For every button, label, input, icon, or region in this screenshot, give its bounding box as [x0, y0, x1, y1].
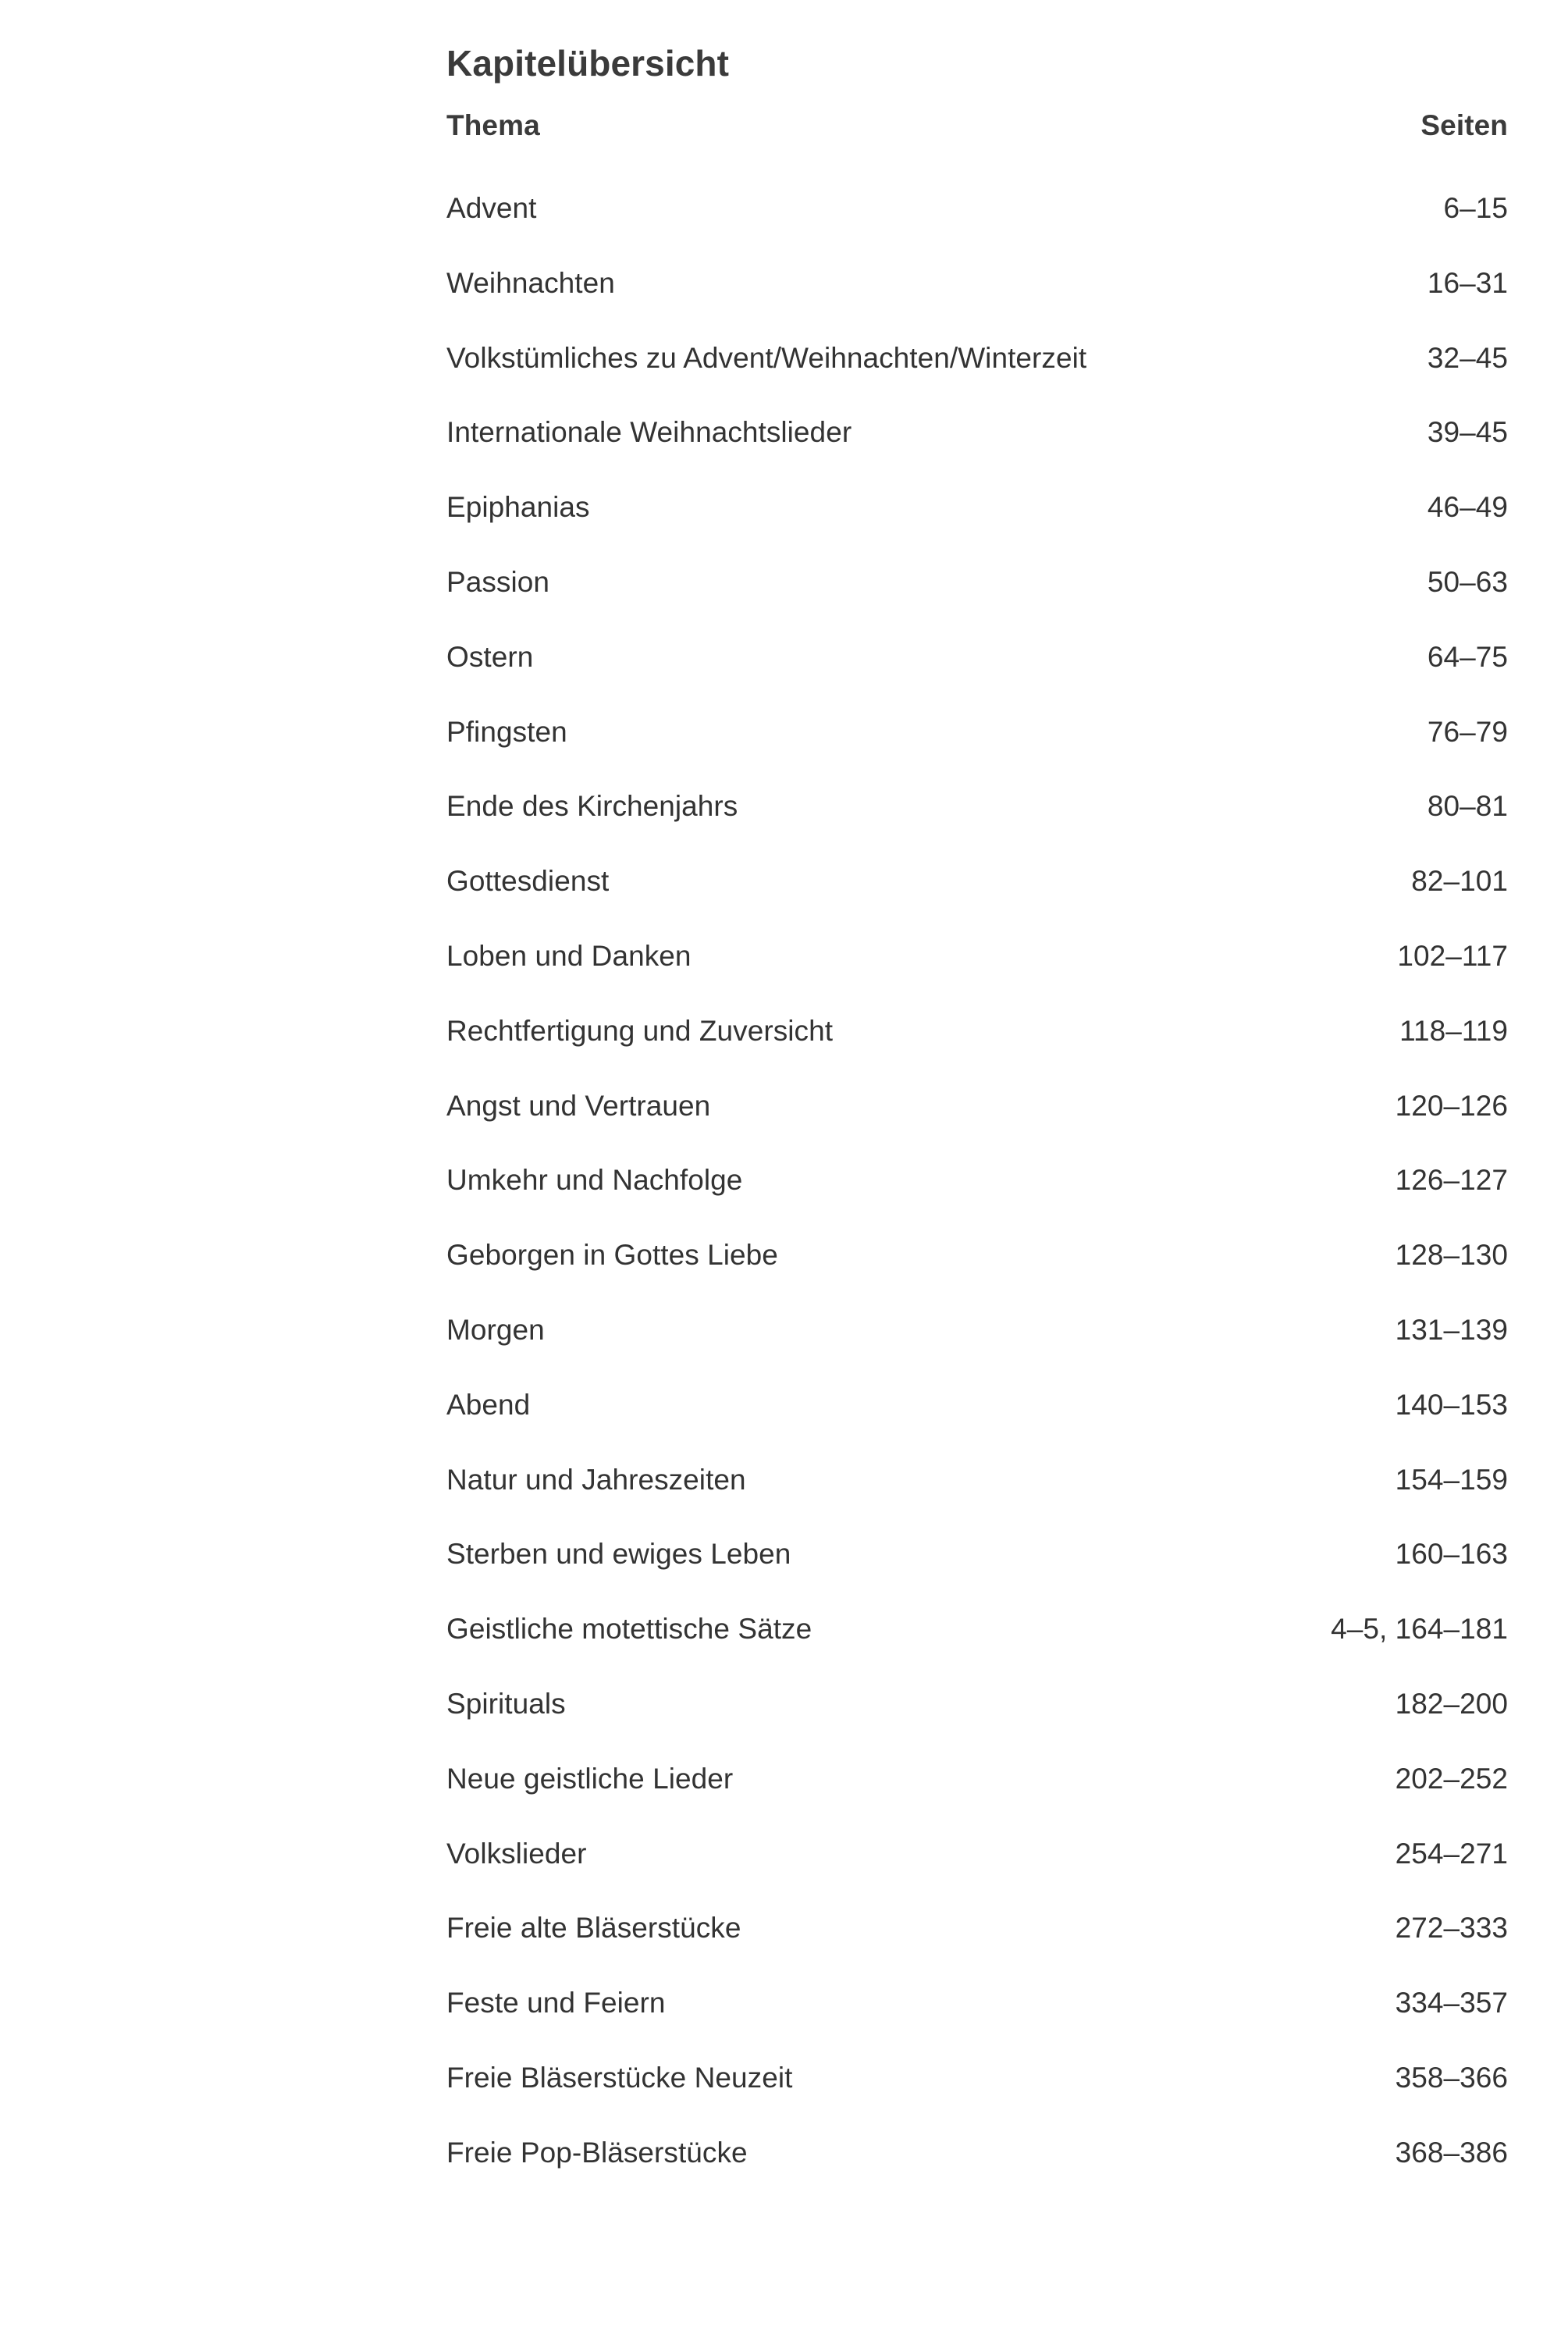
chapter-topic: Feste und Feiern — [446, 1987, 666, 2019]
chapter-pages: 272–333 — [1395, 1912, 1508, 1945]
chapter-pages: 118–119 — [1399, 1014, 1508, 1047]
chapter-topic: Umkehr und Nachfolge — [446, 1164, 743, 1197]
table-row — [446, 1164, 1508, 1239]
chapter-topic: Morgen — [446, 1313, 545, 1346]
chapter-topic: Sterben und ewiges Leben — [446, 1538, 791, 1571]
table-row — [446, 1838, 1508, 1913]
chapter-pages: 4–5, 164–181 — [1331, 1613, 1508, 1646]
table-row — [446, 192, 1508, 267]
chapter-pages: 334–357 — [1395, 1987, 1508, 2019]
chapter-topic: Volkstümliches zu Advent/Weihnachten/Winterzeit — [446, 341, 1087, 374]
chapter-topic: Internationale Weihnachtslieder — [446, 416, 852, 449]
chapter-pages: 154–159 — [1395, 1463, 1508, 1496]
chapter-pages: 6–15 — [1443, 192, 1508, 224]
chapter-pages: 126–127 — [1395, 1164, 1508, 1197]
table-body — [446, 192, 1508, 2212]
chapter-pages: 50–63 — [1427, 565, 1508, 598]
table-row — [446, 1538, 1508, 1613]
table-row — [446, 1389, 1508, 1464]
table-row — [446, 1688, 1508, 1763]
chapter-topic: Loben und Danken — [446, 939, 692, 972]
table-row — [446, 1912, 1508, 1987]
chapter-topic: Gottesdienst — [446, 865, 610, 898]
chapter-pages: 76–79 — [1427, 715, 1508, 748]
table-row — [446, 267, 1508, 342]
chapter-topic: Spirituals — [446, 1687, 566, 1720]
chapter-pages: 46–49 — [1427, 491, 1508, 524]
table-row — [446, 491, 1508, 566]
chapter-topic: Neue geistliche Lieder — [446, 1762, 734, 1795]
column-header-pages: Seiten — [1420, 109, 1508, 141]
table-row — [446, 865, 1508, 940]
column-header-topic: Thema — [446, 109, 540, 141]
chapter-pages: 131–139 — [1395, 1313, 1508, 1346]
table-row — [446, 1613, 1508, 1688]
table-row — [446, 716, 1508, 791]
chapter-topic: Angst und Vertrauen — [446, 1089, 711, 1122]
chapter-topic: Rechtfertigung und Zuversicht — [446, 1014, 834, 1047]
chapter-pages: 80–81 — [1427, 790, 1508, 823]
chapter-topic: Geborgen in Gottes Liebe — [446, 1239, 778, 1272]
chapter-topic: Volkslieder — [446, 1837, 587, 1870]
content-column — [446, 0, 1508, 2212]
table-row — [446, 1015, 1508, 1090]
table-row — [446, 1239, 1508, 1314]
chapter-pages: 16–31 — [1427, 266, 1508, 299]
chapter-topic: Natur und Jahreszeiten — [446, 1463, 746, 1496]
chapter-pages: 64–75 — [1427, 640, 1508, 673]
table-row — [446, 2062, 1508, 2137]
chapter-topic: Weihnachten — [446, 266, 615, 299]
table-row — [446, 1314, 1508, 1389]
table-header-row — [446, 109, 1508, 192]
chapter-topic: Ende des Kirchenjahrs — [446, 790, 738, 823]
table-row — [446, 790, 1508, 865]
chapter-pages: 128–130 — [1395, 1239, 1508, 1272]
chapter-pages: 120–126 — [1395, 1089, 1508, 1122]
table-row — [446, 342, 1508, 417]
table-row — [446, 416, 1508, 491]
chapter-topic: Ostern — [446, 640, 534, 673]
chapter-overview-table — [446, 109, 1508, 2212]
table-header — [446, 109, 1508, 192]
chapter-pages: 182–200 — [1395, 1687, 1508, 1720]
chapter-pages: 39–45 — [1427, 416, 1508, 449]
chapter-pages: 160–163 — [1395, 1538, 1508, 1571]
chapter-pages: 368–386 — [1395, 2136, 1508, 2169]
table-row — [446, 1763, 1508, 1838]
chapter-pages: 82–101 — [1411, 865, 1508, 898]
chapter-pages: 102–117 — [1397, 939, 1508, 972]
table-row — [446, 566, 1508, 641]
chapter-pages: 358–366 — [1395, 2061, 1508, 2094]
chapter-topic: Geistliche motettische Sätze — [446, 1613, 812, 1646]
chapter-topic: Passion — [446, 565, 549, 598]
table-row — [446, 641, 1508, 716]
chapter-pages: 202–252 — [1395, 1762, 1508, 1795]
chapter-topic: Advent — [446, 192, 537, 224]
chapter-pages: 140–153 — [1395, 1388, 1508, 1421]
chapter-topic: Pfingsten — [446, 715, 567, 748]
chapter-topic: Freie alte Bläserstücke — [446, 1912, 741, 1945]
chapter-topic: Epiphanias — [446, 491, 590, 524]
page-title: Kapitelübersicht — [446, 43, 730, 84]
chapter-topic: Freie Pop-Bläserstücke — [446, 2136, 748, 2169]
table-row — [446, 940, 1508, 1015]
table-row — [446, 1987, 1508, 2062]
table-row — [446, 1090, 1508, 1165]
table-row — [446, 1464, 1508, 1539]
chapter-topic: Freie Bläserstücke Neuzeit — [446, 2061, 793, 2094]
chapter-topic: Abend — [446, 1388, 531, 1421]
chapter-pages: 32–45 — [1427, 341, 1508, 374]
chapter-pages: 254–271 — [1395, 1837, 1508, 1870]
table-row — [446, 2137, 1508, 2212]
